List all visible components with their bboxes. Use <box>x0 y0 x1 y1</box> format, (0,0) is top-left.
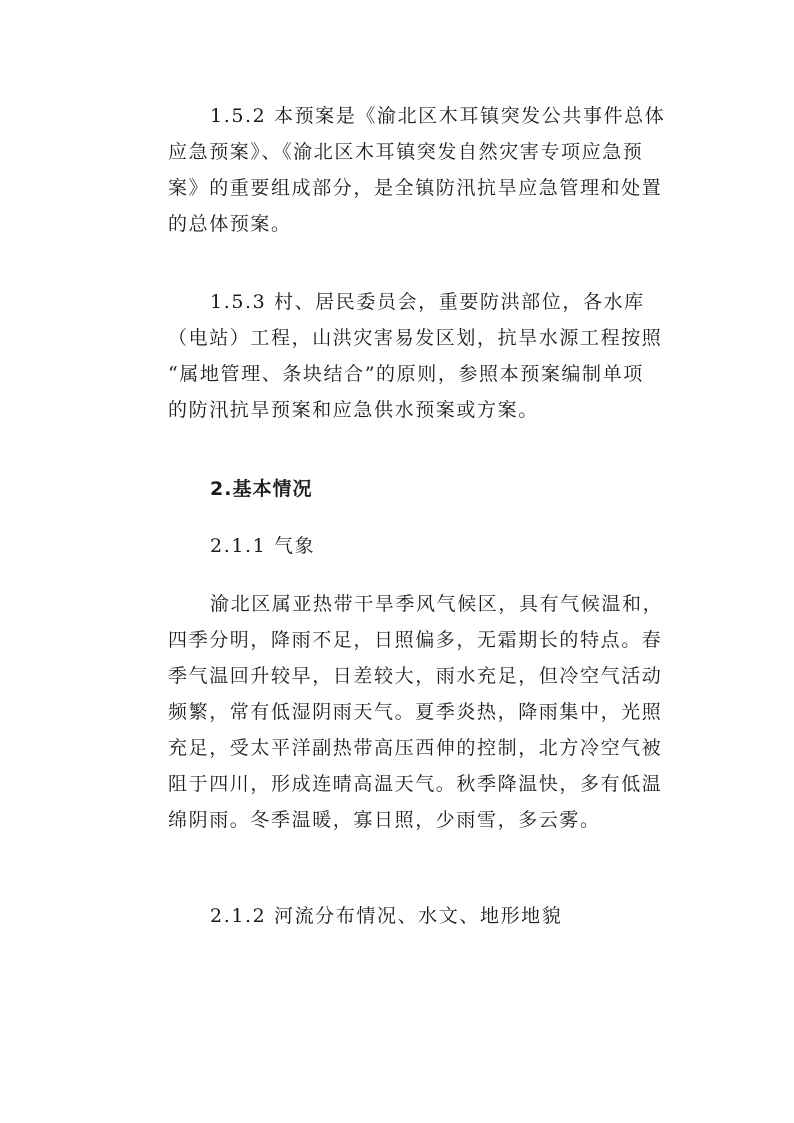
text-line: 充足，受太平洋副热带高压西伸的控制，北方冷空气被 <box>168 737 663 759</box>
text-line: “属地管理、条块结合”的原则，参照本预案编制单项 <box>168 363 644 385</box>
text-line: 绵阴雨。冬季温暖，寡日照，少雨雪，多云雾。 <box>168 809 601 831</box>
text-line: 阻于四川，形成连晴高温天气。秋季降温快，多有低温 <box>168 773 663 795</box>
subheading-rivers-hydrology-terrain: 2.1.2 河流分布情况、水文、地形地貌 <box>210 905 563 927</box>
paragraph-weather <box>168 586 678 838</box>
text-line: 的总体预案。 <box>168 213 292 235</box>
text-line: 1.5.2 本预案是《渝北区木耳镇突发公共事件总体 <box>210 105 666 127</box>
text-line: 应急预案》、《渝北区木耳镇突发自然灾害专项应急预 <box>168 141 644 163</box>
text-line: 的防汛抗旱预案和应急供水预案或方案。 <box>168 399 539 421</box>
text-line: 四季分明，降雨不足，日照偏多，无霜期长的特点。春 <box>168 629 663 651</box>
subheading-weather: 2.1.1 气象 <box>210 535 316 557</box>
text-line: 频繁，常有低湿阴雨天气。夏季炎热，降雨集中，光照 <box>168 701 663 723</box>
text-line: 1.5.3 村、居民委员会，重要防洪部位，各水库 <box>210 291 645 313</box>
text-line: 案》的重要组成部分，是全镇防汛抗旱应急管理和处置 <box>168 177 663 199</box>
section-heading-basic-situation: 2.基本情况 <box>210 478 313 500</box>
paragraph-1-5-2 <box>168 98 678 242</box>
paragraph-1-5-3 <box>168 284 678 428</box>
text-line: 渝北区属亚热带干旱季风气候区，具有气候温和， <box>210 593 664 615</box>
text-line: （电站）工程，山洪灾害易发区划，抗旱水源工程按照 <box>168 327 663 349</box>
text-line: 季气温回升较早，日差较大，雨水充足，但冷空气活动 <box>168 665 663 687</box>
